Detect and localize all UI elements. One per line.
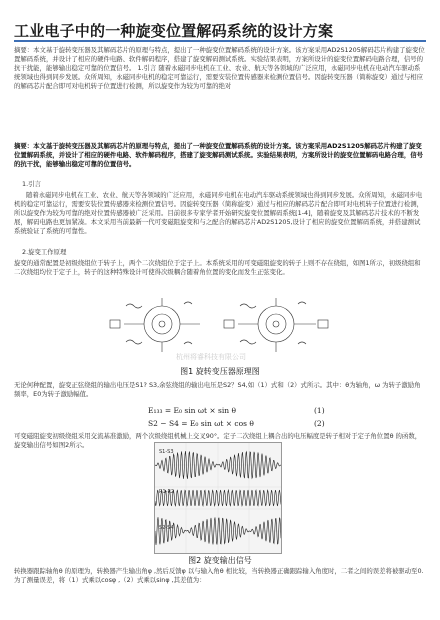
- figure-watermark: 杭州将睿科技有限公司: [176, 353, 246, 361]
- page-title: 工业电子中的一种旋变位置解码系统的设计方案: [14, 22, 334, 40]
- wave-label-2: R1-R2: [159, 489, 175, 495]
- abstract-bold: 摘要：本文基于旋转变压器及其解码芯片的原理与特点，提出了一种旋变位置解码系统的设计方案。该方案采用AD2S1205解码芯片构建了旋变位置解码系统，并设计了相应的硬件电路、软件解码程序，搭建了旋变解码测试系统。实验结果表明，方案所设计的旋变位置解码电路合理，信号的抗干扰，能够输出稳定可靠的位置信号。: [14, 142, 423, 169]
- figure2-caption: 图2 旋变输出信号: [188, 556, 252, 565]
- figure1-caption: 图1 旋转变压器原理图: [180, 367, 260, 376]
- abstract-paragraph: 摘要：本文基于旋转变压器及其解码芯片的原理与特点，提出了一种旋变位置解码系统的设计方案。该方案采用AD2S1205解码芯片构建了旋变位置解码系统，并设计了相应的硬件电路、软件解码程序，搭建了旋变解码测试系统。实验结果表明，方案所设计的旋变位置解码电路合理，信号的抗干扰能，能够输出稳定可靠的位置信号。 1.引言 随着永磁同步电机在工业、农业、航天等各领域的广泛应用，永磁同步电机在电动汽车驱动系统领域也得到同步发展。众所周知，永磁同步电机的稳定可靠运行，需要安装位置传感器来检测位置信号。因旋转变压器（简称旋变）通过与相应的解码芯片配合即可对电机转子位置进行检测，所以旋变作为较为可靠的绝对: [14, 46, 425, 91]
- section1-heading: 1.引言: [22, 180, 41, 188]
- paragraph-4: 可变磁阻旋变初级绕组采用交流基准激励，两个次级绕组机械上交叉90°。定子二次绕组上耦合出的电压幅度是转子相对于定子角位置θ 的函数，旋变输出信号如图2所示。: [14, 432, 422, 450]
- equation-2-number: (2): [314, 419, 325, 428]
- wave-label-1: S1-S3: [159, 449, 174, 455]
- section2-text: 旋变的通常配置是初级绕组位于转子上，两个二次绕组位于定子上。本系统采用的可变磁阻旋变的转子上则不存在绕组，如图1所示，初级绕组和二次绕组均位于定子上，转子的这种特殊设计可使得次级耦合随着角位置的变化而发生正弦变化。: [14, 259, 421, 277]
- section1-text: 随着永磁同步电机在工业、农业、航天等各领域的广泛应用，永磁同步电机在电动汽车驱动系统领域也得到同步发展。众所周知，永磁同步电机的稳定可靠运行，需要安装位置传感器来检测位置信号。因旋转变压器（简称旋变）通过与相应的解码芯片配合即可对电机转子位置进行检测，所以旋变作为较为可靠的绝对位置传感器被广泛采用。目前很多专家学者开始研究旋变位置解码系统[1-4]，随着旋变及其解码芯片技术的不断发展，解码电路也更加紧凑。本文采用当前最新一代可变磁阻旋变和与之配合的解码芯片AD2S1205,设计了相应的旋变位置解码系统，并搭建测试系统验证了系统的可靠性。: [14, 191, 423, 236]
- output-signal-plot: [155, 443, 281, 553]
- paragraph-5: 转换器跟踪轴角θ 的原理为，转换器产生输出角φ ,然后反馈φ 以与输入角θ 相比较，当转换器正确跟踪输入角度时，二者之间的误差将被驱动至0.为了测量误差，将（1）式乘以cosφ ,（2）式乘以sinφ ,其差值为：: [14, 567, 424, 585]
- resolver-schematic: [104, 294, 336, 360]
- paragraph-3: 无论何种配置，旋变正弦绕组的输出电压是S1? S3,余弦绕组的输出电压是S2？S4,如（1）式和（2）式所示。其中：θ为轴角，ω 为转子激励角频率，E0为转子激励幅值。: [14, 381, 421, 399]
- wave-label-3: S2-S4: [159, 525, 174, 531]
- equation-1-number: (1): [314, 406, 325, 415]
- figure1-resolver-diagram: [104, 294, 336, 360]
- figure2-waveforms: [154, 442, 282, 554]
- section2-heading: 2.旋变工作原理: [22, 248, 67, 256]
- title-underline: [14, 40, 426, 42]
- equation-2: S2 − S4 = E₀ sin ωt × cos θ: [148, 419, 254, 428]
- equation-1: E₁₃₃ = E₀ sin ωt × sin θ: [148, 406, 237, 415]
